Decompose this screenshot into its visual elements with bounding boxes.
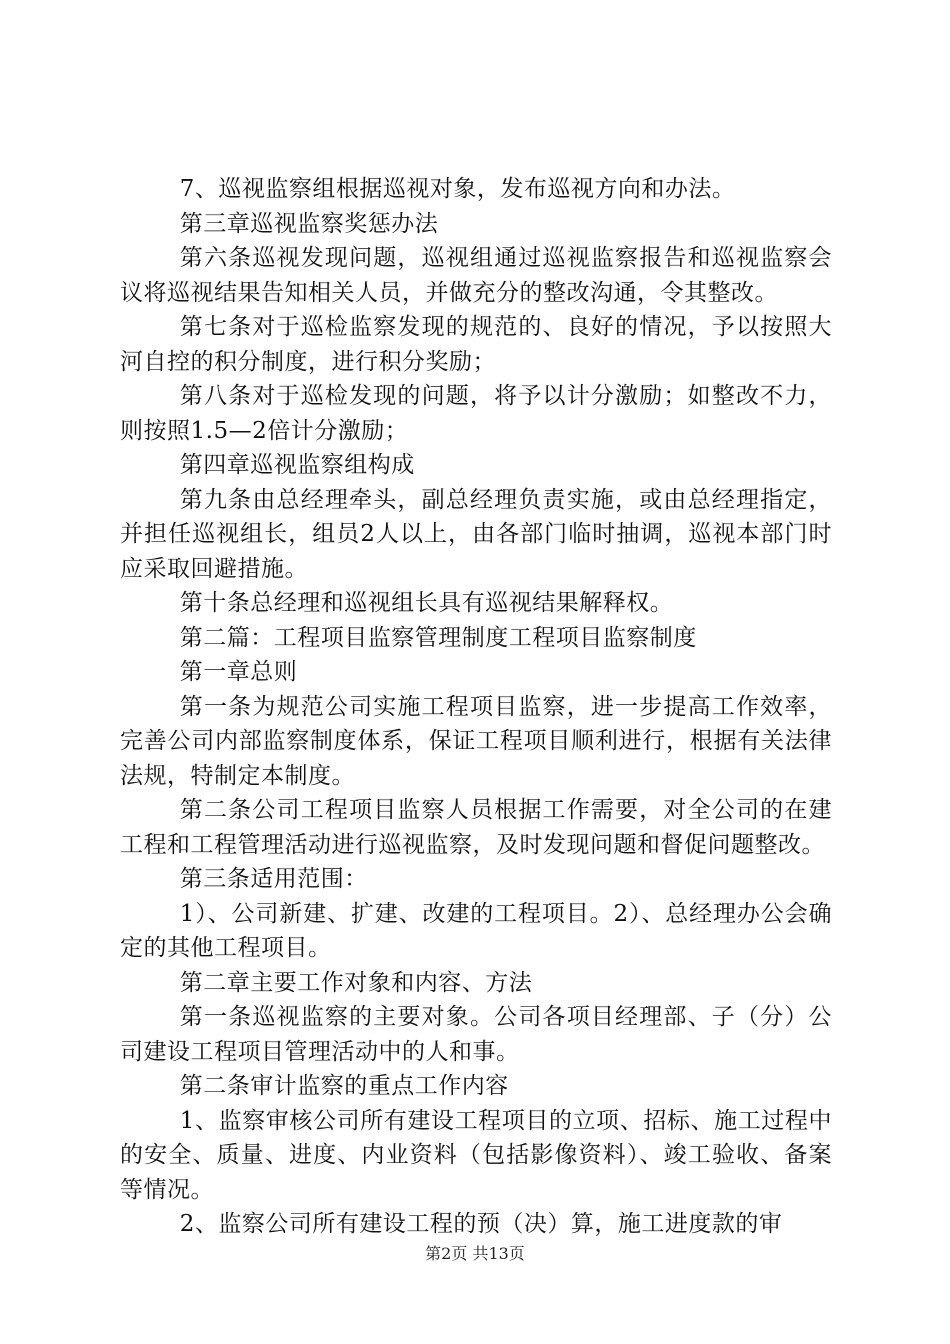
content-item-2: 2、监察公司所有建设工程的预（决）算，施工进度款的审 (179, 1211, 783, 1237)
chapter-heading-2: 第二章主要工作对象和内容、方法 (179, 969, 533, 996)
article-1: 第一条为规范公司实施工程项目监察，进一步提高工作效率，完善公司内部监察制度体系，保证工程项目顺利进行，根据有关法律法规，特制定本制度。 (120, 693, 832, 789)
article-2-content: 第二条审计监察的重点工作内容 (179, 1073, 509, 1099)
paragraph-1: 7、巡视监察组根据巡视对象，发布巡视方向和办法。 (179, 176, 736, 202)
content-item-1: 1、监察审核公司所有建设工程项目的立项、招标、施工过程中的安全、质量、进度、内业资料（包括影像资料）、竣工验收、备案等情况。 (120, 1107, 832, 1203)
chapter-heading-3: 第三章巡视监察奖惩办法 (179, 210, 439, 237)
document-body (120, 172, 832, 1242)
article-10: 第十条总经理和巡视组长具有巡视结果解释权。 (179, 590, 674, 616)
chapter-heading-4: 第四章巡视监察组构成 (179, 452, 415, 478)
scope-items: 1）、公司新建、扩建、改建的工程项目。2）、总经理办公会确定的其他工程项目。 (120, 900, 832, 961)
part-two-title: 第二篇：工程项目监察管理制度工程项目监察制度 (179, 624, 697, 651)
page-footer: 第2页 共13页 (425, 1244, 525, 1263)
article-7: 第七条对于巡检监察发现的规范的、良好的情况，予以按照大河自控的积分制度，进行积分奖励； (120, 314, 832, 375)
article-9: 第九条由总经理牵头，副总经理负责实施，或由总经理指定，并担任巡视组长，组员2人以上，由各部门临时抽调，巡视本部门时应采取回避措施。 (120, 486, 832, 582)
article-2: 第二条公司工程项目监察人员根据工作需要，对全公司的在建工程和工程管理活动进行巡视监察，及时发现问题和督促问题整改。 (120, 797, 832, 858)
article-6: 第六条巡视发现问题，巡视组通过巡视监察报告和巡视监察会议将巡视结果告知相关人员，并做充分的整改沟通，令其整改。 (120, 245, 832, 306)
article-3: 第三条适用范围： (179, 866, 368, 892)
chapter-heading-1: 第一章总则 (179, 659, 298, 685)
article-8: 第八条对于巡检发现的问题，将予以计分激励；如整改不力，则按照1.5—2倍计分激励； (120, 383, 832, 444)
article-1-objects: 第一条巡视监察的主要对象。公司各项目经理部、子（分）公司建设工程项目管理活动中的人和事。 (120, 1004, 832, 1065)
